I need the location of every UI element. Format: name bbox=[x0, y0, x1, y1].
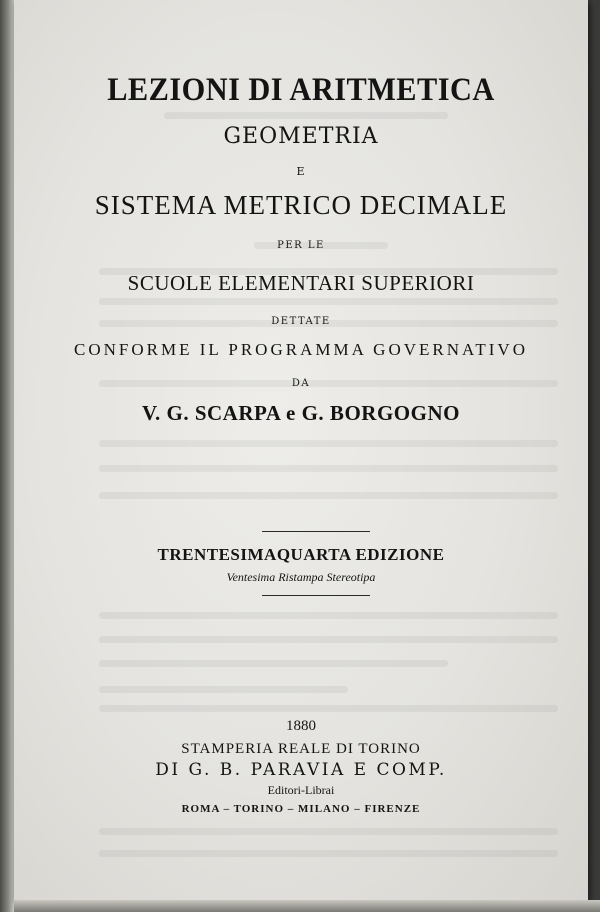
per-le-label: PER LE bbox=[277, 240, 325, 251]
reprint-note: Ventesima Ristampa Stereotipa bbox=[226, 570, 376, 584]
bleed-through-line bbox=[99, 492, 558, 499]
printer: STAMPERIA REALE DI TORINO bbox=[181, 741, 421, 757]
bleed-through-line bbox=[99, 636, 558, 643]
page-bottom-edge bbox=[14, 900, 600, 912]
bleed-through-line bbox=[99, 686, 348, 693]
dettate-label: DETTATE bbox=[271, 316, 331, 327]
da-label: DA bbox=[291, 378, 311, 389]
bleed-through-line bbox=[164, 112, 448, 119]
title-page bbox=[14, 0, 588, 900]
title-conjunction: E bbox=[296, 165, 306, 178]
bleed-through-line bbox=[99, 705, 558, 712]
bleed-through-line bbox=[99, 850, 558, 857]
publisher: DI G. B. PARAVIA E COMP. bbox=[155, 760, 447, 780]
bleed-through-line bbox=[99, 612, 558, 619]
publication-year: 1880 bbox=[286, 718, 316, 734]
bleed-through-line bbox=[99, 440, 558, 447]
title-sub: GEOMETRIA bbox=[223, 124, 379, 149]
conforme-line: CONFORME IL PROGRAMMA GOVERNATIVO bbox=[74, 340, 528, 359]
book-spine-edge bbox=[0, 0, 14, 912]
title-system: SISTEMA METRICO DECIMALE bbox=[94, 190, 508, 220]
bleed-through-line bbox=[99, 298, 558, 305]
edition-top-rule bbox=[262, 531, 370, 532]
bleed-through-line bbox=[99, 828, 558, 835]
bleed-through-line bbox=[99, 660, 448, 667]
bleed-through-line bbox=[99, 465, 558, 472]
publisher-role: Editori-Librai bbox=[267, 783, 335, 797]
authors: V. G. SCARPA e G. BORGOGNO bbox=[142, 401, 460, 425]
schools-heading: SCUOLE ELEMENTARI SUPERIORI bbox=[127, 271, 475, 295]
edition: TRENTESIMAQUARTA EDIZIONE bbox=[157, 545, 445, 564]
cities: ROMA – TORINO – MILANO – FIRENZE bbox=[181, 803, 421, 815]
title-main: LEZIONI DI ARITMETICA bbox=[107, 72, 495, 108]
edition-bottom-rule bbox=[262, 595, 370, 596]
